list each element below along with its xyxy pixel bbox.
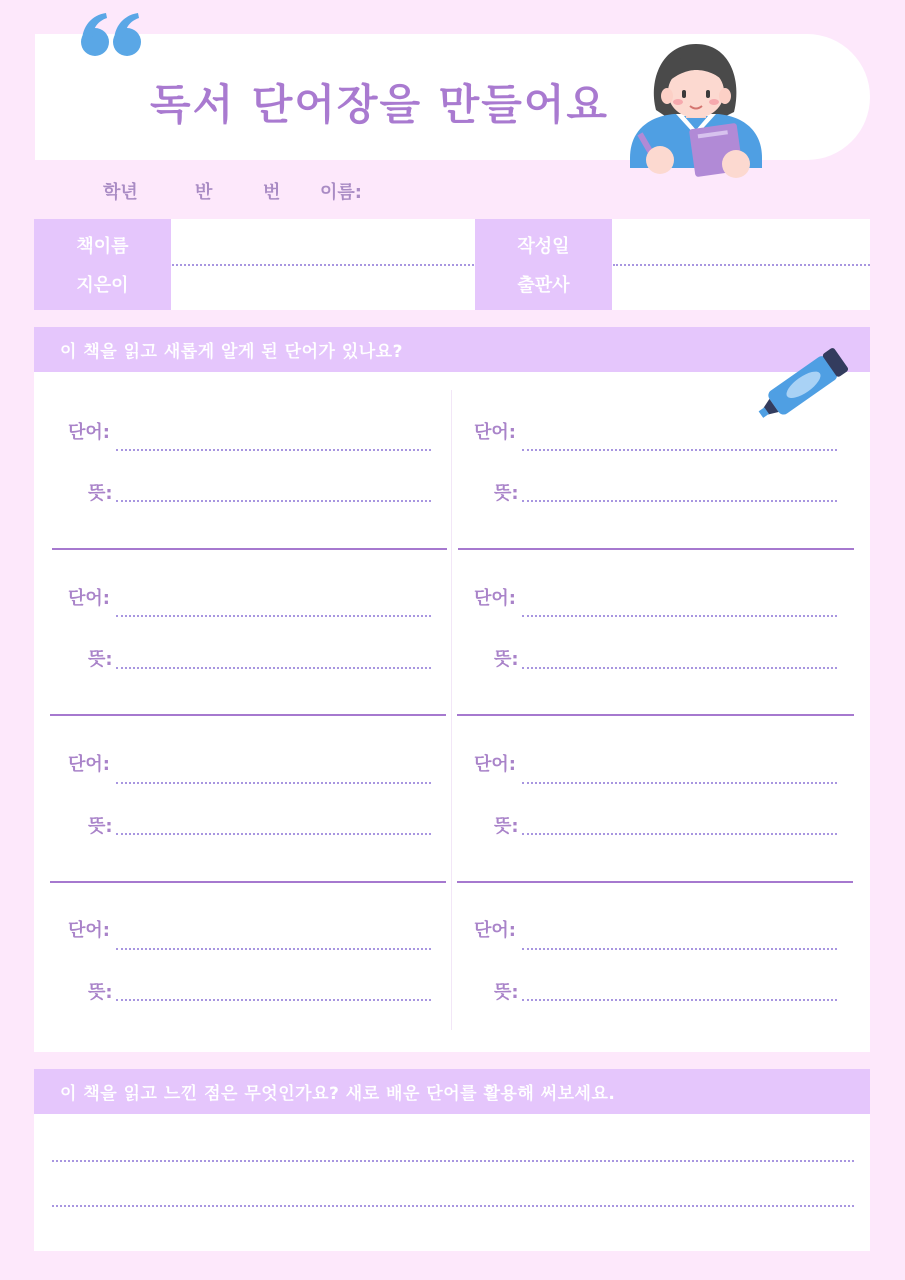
book-title-field[interactable] (172, 264, 474, 266)
meaning-label: 뜻: (88, 649, 113, 670)
meaning-field[interactable] (522, 833, 837, 835)
word-field[interactable] (116, 449, 431, 451)
info-right-labels (475, 219, 612, 310)
entry-divider (457, 714, 854, 716)
girl-writing-icon (622, 40, 768, 184)
grade-label: 학년 (103, 182, 138, 203)
page-title: 독서 단어장을 만들어요 (150, 80, 609, 129)
number-label: 번 (263, 182, 281, 203)
word-label: 단어: (474, 422, 516, 443)
section-reflection-header: 이 책을 읽고 느낀 점은 무엇인가요? 새로 배운 단어를 활용해 써보세요. (34, 1069, 870, 1114)
word-label: 단어: (68, 754, 110, 775)
word-field[interactable] (116, 948, 431, 950)
word-label: 단어: (68, 422, 110, 443)
meaning-field[interactable] (116, 500, 431, 502)
meaning-label: 뜻: (88, 816, 113, 837)
info-left-labels (34, 219, 171, 310)
meaning-label: 뜻: (494, 483, 519, 504)
meaning-field[interactable] (522, 999, 837, 1001)
word-field[interactable] (522, 615, 837, 617)
column-divider (451, 390, 452, 1030)
entry-divider (457, 881, 853, 883)
book-title-label: 책이름 (76, 235, 129, 257)
entry-divider (52, 548, 447, 550)
reflection-panel (34, 1114, 870, 1251)
class-label: 반 (195, 182, 213, 203)
meaning-label: 뜻: (494, 816, 519, 837)
publisher-label: 출판사 (517, 275, 570, 297)
entry-divider (458, 548, 854, 550)
word-field[interactable] (522, 948, 837, 950)
word-field[interactable] (522, 782, 837, 784)
quote-icon (80, 12, 144, 58)
name-label: 이름: (320, 182, 362, 203)
meaning-label: 뜻: (88, 483, 113, 504)
word-label: 단어: (474, 920, 516, 941)
meaning-field[interactable] (522, 500, 837, 502)
reflection-line[interactable] (52, 1160, 854, 1162)
word-label: 단어: (68, 920, 110, 941)
meaning-field[interactable] (116, 667, 431, 669)
word-list-panel (34, 372, 870, 1052)
word-field[interactable] (522, 449, 837, 451)
meaning-label: 뜻: (494, 982, 519, 1003)
word-field[interactable] (116, 782, 431, 784)
meaning-label: 뜻: (88, 982, 113, 1003)
meaning-label: 뜻: (494, 649, 519, 670)
word-label: 단어: (474, 588, 516, 609)
word-field[interactable] (116, 615, 431, 617)
date-label: 작성일 (517, 235, 570, 257)
marker-pen-icon (748, 340, 860, 424)
entry-divider (50, 881, 446, 883)
word-label: 단어: (474, 754, 516, 775)
meaning-field[interactable] (522, 667, 837, 669)
word-label: 단어: (68, 588, 110, 609)
meaning-field[interactable] (116, 833, 431, 835)
section-new-words-header: 이 책을 읽고 새롭게 알게 된 단어가 있나요? (34, 327, 870, 372)
entry-divider (50, 714, 446, 716)
date-field[interactable] (613, 264, 870, 266)
meaning-field[interactable] (116, 999, 431, 1001)
reflection-line[interactable] (52, 1205, 854, 1207)
author-label: 지은이 (76, 275, 129, 297)
